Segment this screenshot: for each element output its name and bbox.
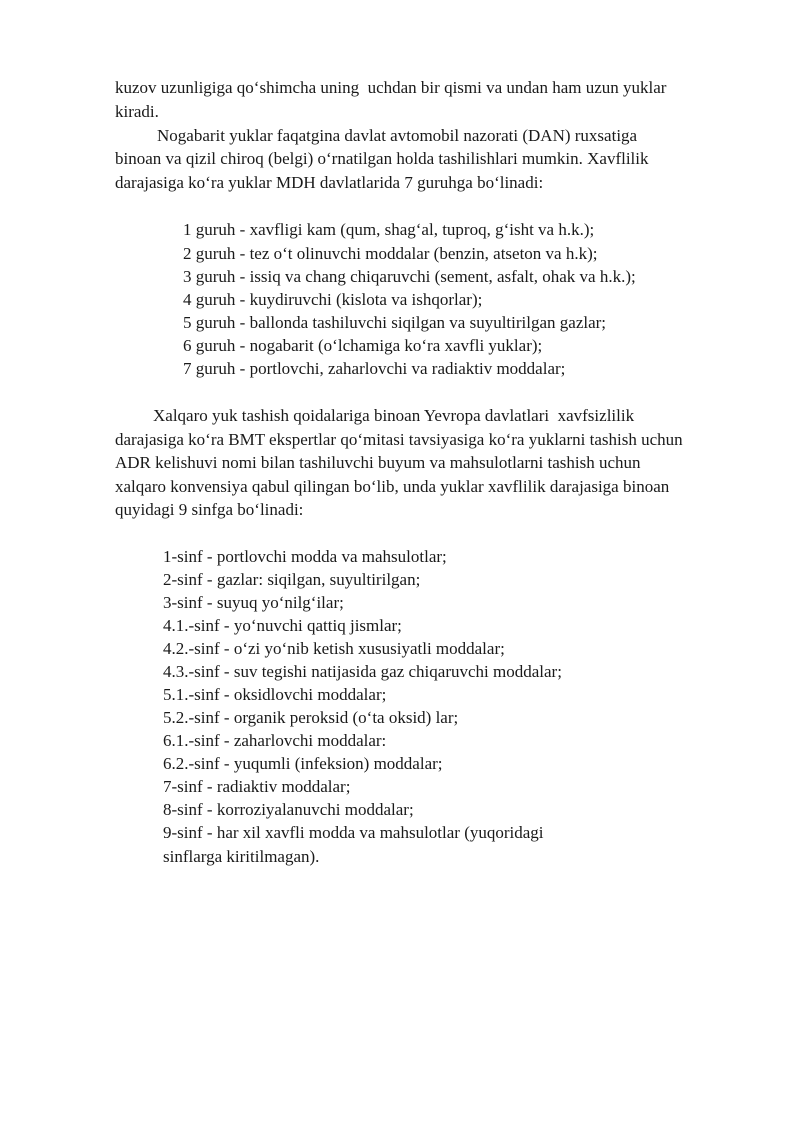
class-item: sinflarga kiritilmagan).	[163, 847, 320, 866]
group-item: 6 guruh - nogabarit (o‘lchamiga ko‘ra xavfli yuklar);	[183, 336, 543, 355]
paragraph2-line: darajasiga ko‘ra yuklar MDH davlatlarida 7 guruhga bo‘linadi:	[115, 173, 544, 192]
paragraph3-line: ADR kelishuvi nomi bilan tashiluvchi buyum va mahsulotlarni tashish uchun	[115, 453, 641, 472]
class-item: 9-sinf - har xil xavfli modda va mahsulotlar (yuqoridagi	[163, 823, 544, 842]
paragraph2-line: binoan va qizil chiroq (belgi) o‘rnatilgan holda tashilishlari mumkin. Xavflilik	[115, 149, 649, 168]
class-item: 6.2.-sinf - yuqumli (infeksion) moddalar;	[163, 754, 443, 773]
paragraph3-line: quyidagi 9 sinfga bo‘linadi:	[115, 500, 304, 519]
class-item: 5.1.-sinf - oksidlovchi moddalar;	[163, 685, 387, 704]
class-item: 6.1.-sinf - zaharlovchi moddalar:	[163, 731, 387, 750]
class-item: 5.2.-sinf - organik peroksid (o‘ta oksid) lar;	[163, 708, 459, 727]
group-item: 3 guruh - issiq va chang chiqaruvchi (sement, asfalt, ohak va h.k.);	[183, 267, 636, 286]
paragraph2-line: Nogabarit yuklar faqatgina davlat avtomobil nazorati (DAN) ruxsatiga	[157, 126, 638, 145]
paragraph1-line: kuzov uzunligiga qo‘shimcha uning uchdan bir qismi va undan ham uzun yuklar	[115, 78, 667, 97]
paragraph3-line: Xalqaro yuk tashish qoidalariga binoan Yevropa davlatlari xavfsizlilik	[153, 406, 635, 425]
class-item: 4.1.-sinf - yo‘nuvchi qattiq jismlar;	[163, 616, 402, 635]
group-item: 2 guruh - tez o‘t olinuvchi moddalar (benzin, atseton va h.k);	[183, 244, 598, 263]
group-item: 4 guruh - kuydiruvchi (kislota va ishqorlar);	[183, 290, 483, 309]
class-item: 1-sinf - portlovchi modda va mahsulotlar;	[163, 547, 447, 566]
paragraph3-line: xalqaro konvensiya qabul qilingan bo‘lib, unda yuklar xavflilik darajasiga binoan	[115, 477, 670, 496]
class-item: 3-sinf - suyuq yo‘nilg‘ilar;	[163, 593, 344, 612]
group-item: 5 guruh - ballonda tashiluvchi siqilgan va suyultirilgan gazlar;	[183, 313, 607, 332]
class-item: 2-sinf - gazlar: siqilgan, suyultirilgan;	[163, 570, 421, 589]
class-item: 7-sinf - radiaktiv moddalar;	[163, 777, 351, 796]
class-item: 4.2.-sinf - o‘zi yo‘nib ketish xususiyatli moddalar;	[163, 639, 505, 658]
class-item: 4.3.-sinf - suv tegishi natijasida gaz chiqaruvchi moddalar;	[163, 662, 562, 681]
group-item: 1 guruh - xavfligi kam (qum, shag‘al, tuproq, g‘isht va h.k.);	[183, 220, 595, 239]
paragraph1-line: kiradi.	[115, 102, 159, 121]
group-item: 7 guruh - portlovchi, zaharlovchi va radiaktiv moddalar;	[183, 359, 566, 378]
paragraph3-line: darajasiga ko‘ra BMT ekspertlar qo‘mitasi tavsiyasiga ko‘ra yuklarni tashish uchun	[115, 430, 683, 449]
class-item: 8-sinf - korroziyalanuvchi moddalar;	[163, 800, 414, 819]
